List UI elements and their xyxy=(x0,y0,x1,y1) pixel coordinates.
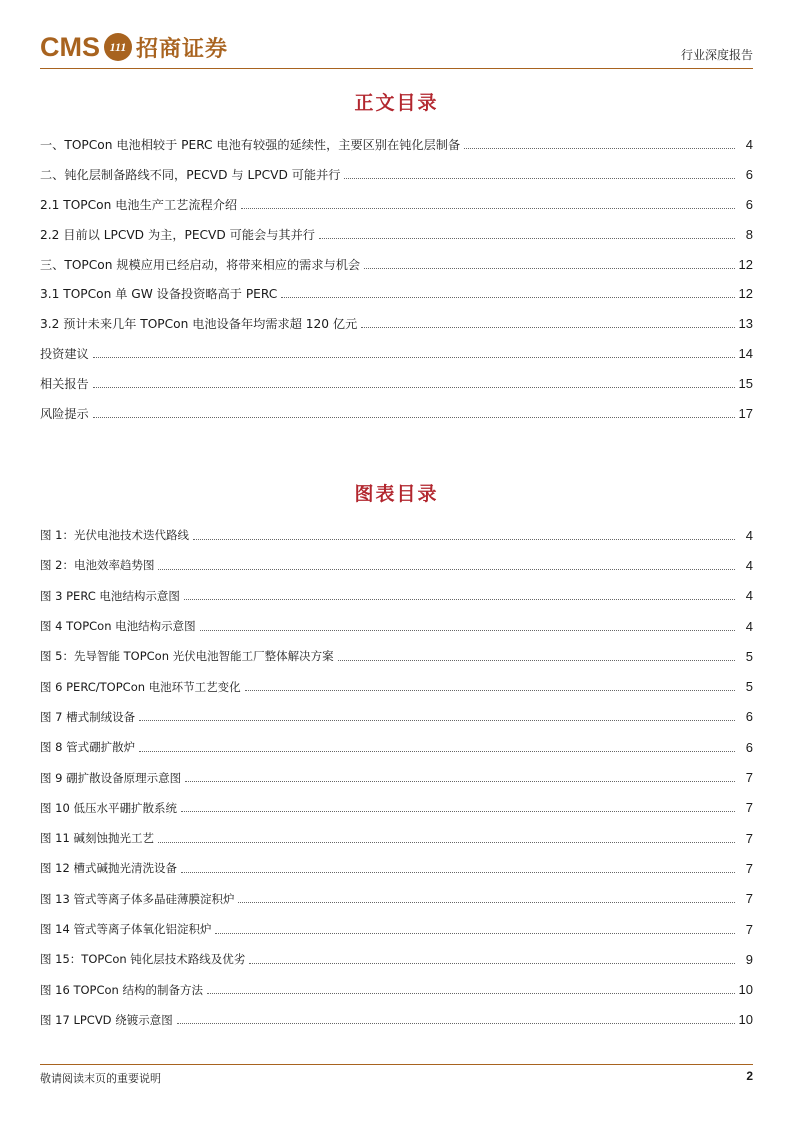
figure-entry-page: 5 xyxy=(745,648,753,664)
dot-leader xyxy=(245,690,735,691)
dot-leader xyxy=(249,963,735,964)
figure-entry-label: 图 17 LPCVD 绕镀示意图 xyxy=(40,1012,177,1028)
figure-entry-label: 图 15：TOPCon 钝化层技术路线及优劣 xyxy=(40,951,249,967)
toc-entry-label: 二、钝化层制备路线不同，PECVD 与 LPCVD 可能并行 xyxy=(40,166,344,183)
dot-leader xyxy=(215,933,735,934)
header-divider xyxy=(40,68,753,69)
page-number: 2 xyxy=(746,1069,753,1083)
page-header xyxy=(40,30,753,70)
dot-leader xyxy=(158,569,735,570)
dot-leader xyxy=(93,357,735,358)
toc-entry-label: 三、TOPCon 规模应用已经启动，将带来相应的需求与机会 xyxy=(40,256,364,273)
figure-entry-label: 图 7 槽式制绒设备 xyxy=(40,709,139,725)
toc-entry-label: 2.2 目前以 LPCVD 为主，PECVD 可能会与其并行 xyxy=(40,226,319,243)
dot-leader xyxy=(93,417,735,418)
logo-chinese-text: 招商证券 xyxy=(136,35,229,62)
figure-entry[interactable] xyxy=(40,581,753,611)
figure-entry-page: 9 xyxy=(745,951,753,967)
figure-entry[interactable] xyxy=(40,823,753,853)
toc-entry[interactable] xyxy=(40,368,753,398)
toc-entry[interactable] xyxy=(40,219,753,249)
figure-entry-page: 7 xyxy=(745,891,753,907)
toc-entry-page: 4 xyxy=(745,137,753,153)
figure-entry[interactable] xyxy=(40,671,753,701)
figure-entry-label: 图 4 TOPCon 电池结构示意图 xyxy=(40,618,200,634)
toc-entry-page: 14 xyxy=(738,345,753,361)
dot-leader xyxy=(338,660,735,661)
figure-entry[interactable] xyxy=(40,914,753,944)
figure-entry[interactable] xyxy=(40,793,753,823)
dot-leader xyxy=(177,1023,735,1024)
figure-entry-label: 图 16 TOPCon 结构的制备方法 xyxy=(40,982,207,998)
figure-entry-label: 图 1：光伏电池技术迭代路线 xyxy=(40,527,193,543)
toc-entry-label: 2.1 TOPCon 电池生产工艺流程介绍 xyxy=(40,196,241,213)
figure-entry[interactable] xyxy=(40,884,753,914)
toc-entry[interactable] xyxy=(40,309,753,339)
toc-entry[interactable] xyxy=(40,249,753,279)
figure-entry-label: 图 3 PERC 电池结构示意图 xyxy=(40,588,184,604)
dot-leader xyxy=(181,811,735,812)
figure-toc-list xyxy=(40,520,753,1035)
toc-entry-label: 风险提示 xyxy=(40,405,93,422)
figure-entry-page: 4 xyxy=(745,527,753,543)
figure-entry-label: 图 6 PERC/TOPCon 电池环节工艺变化 xyxy=(40,679,245,695)
dot-leader xyxy=(319,238,735,239)
figure-entry[interactable] xyxy=(40,641,753,671)
figure-entry-label: 图 10 低压水平硼扩散系统 xyxy=(40,800,181,816)
figure-toc-title: 图表目录 xyxy=(354,483,439,505)
figure-entry[interactable] xyxy=(40,944,753,974)
footer-notice: 敬请阅读末页的重要说明 xyxy=(40,1072,161,1085)
toc-entry-label: 投资建议 xyxy=(40,345,93,362)
figure-entry-page: 10 xyxy=(738,982,753,998)
figure-entry-page: 4 xyxy=(745,588,753,604)
dot-leader xyxy=(185,781,735,782)
dot-leader xyxy=(238,902,735,903)
logo-cms-text: CMS xyxy=(40,31,100,62)
toc-entry-page: 15 xyxy=(738,375,753,391)
figure-entry-label: 图 2：电池效率趋势图 xyxy=(40,557,158,573)
footer-divider xyxy=(40,1064,753,1065)
toc-entry-label: 一、TOPCon 电池相较于 PERC 电池有较强的延续性，主要区别在钝化层制备 xyxy=(40,136,464,153)
dot-leader xyxy=(184,599,735,600)
figure-entry-page: 5 xyxy=(745,679,753,695)
figure-entry-label: 图 11 碱刻蚀抛光工艺 xyxy=(40,830,158,846)
toc-entry-label: 相关报告 xyxy=(40,375,93,392)
toc-entry-page: 8 xyxy=(745,226,753,242)
report-type: 行业深度报告 xyxy=(680,48,753,62)
main-toc-title: 正文目录 xyxy=(354,92,439,114)
figure-entry[interactable] xyxy=(40,702,753,732)
figure-entry-page: 10 xyxy=(738,1012,753,1028)
toc-entry[interactable] xyxy=(40,339,753,369)
dot-leader xyxy=(464,148,735,149)
dot-leader xyxy=(139,751,735,752)
logo-emblem-icon: 111 xyxy=(104,33,132,61)
figure-entry-label: 图 8 管式硼扩散炉 xyxy=(40,739,139,755)
dot-leader xyxy=(200,630,735,631)
figure-entry-page: 4 xyxy=(745,618,753,634)
figure-entry[interactable] xyxy=(40,550,753,580)
figure-entry[interactable] xyxy=(40,732,753,762)
figure-entry-page: 4 xyxy=(745,557,753,573)
toc-entry-page: 6 xyxy=(745,167,753,183)
figure-entry-label: 图 5：先导智能 TOPCon 光伏电池智能工厂整体解决方案 xyxy=(40,648,338,664)
toc-entry-label: 3.2 预计未来几年 TOPCon 电池设备年均需求超 120 亿元 xyxy=(40,315,361,332)
toc-entry[interactable] xyxy=(40,190,753,220)
dot-leader xyxy=(158,842,735,843)
dot-leader xyxy=(281,297,734,298)
toc-entry[interactable] xyxy=(40,279,753,309)
figure-entry-label: 图 14 管式等离子体氧化铝淀积炉 xyxy=(40,921,215,937)
figure-entry[interactable] xyxy=(40,611,753,641)
dot-leader xyxy=(139,720,735,721)
figure-entry-label: 图 13 管式等离子体多晶硅薄膜淀积炉 xyxy=(40,891,238,907)
dot-leader xyxy=(364,268,734,269)
figure-entry[interactable] xyxy=(40,762,753,792)
dot-leader xyxy=(93,387,735,388)
dot-leader xyxy=(344,178,735,179)
dot-leader xyxy=(241,208,735,209)
toc-entry-page: 17 xyxy=(738,405,753,421)
toc-entry-page: 13 xyxy=(738,316,753,332)
toc-entry-page: 12 xyxy=(738,286,753,302)
figure-entry-page: 7 xyxy=(745,921,753,937)
figure-entry[interactable] xyxy=(40,853,753,883)
figure-entry-page: 7 xyxy=(745,830,753,846)
dot-leader xyxy=(181,872,735,873)
figure-entry-page: 6 xyxy=(745,739,753,755)
figure-entry-page: 7 xyxy=(745,800,753,816)
figure-entry-label: 图 12 槽式碱抛光清洗设备 xyxy=(40,860,181,876)
figure-entry-label: 图 9 硼扩散设备原理示意图 xyxy=(40,770,185,786)
toc-entry-page: 6 xyxy=(745,196,753,212)
toc-entry[interactable] xyxy=(40,130,753,160)
figure-entry[interactable] xyxy=(40,1005,753,1035)
dot-leader xyxy=(207,993,735,994)
toc-entry-page: 12 xyxy=(738,256,753,272)
toc-entry[interactable] xyxy=(40,160,753,190)
toc-entry-label: 3.1 TOPCon 单 GW 设备投资略高于 PERC xyxy=(40,285,281,302)
dot-leader xyxy=(193,539,735,540)
figure-entry-page: 7 xyxy=(745,860,753,876)
figure-entry[interactable] xyxy=(40,974,753,1004)
figure-entry-page: 6 xyxy=(745,709,753,725)
company-logo xyxy=(40,30,228,64)
dot-leader xyxy=(361,327,734,328)
figure-entry[interactable] xyxy=(40,520,753,550)
main-toc-list xyxy=(40,130,753,428)
figure-entry-page: 7 xyxy=(745,770,753,786)
toc-entry[interactable] xyxy=(40,398,753,428)
